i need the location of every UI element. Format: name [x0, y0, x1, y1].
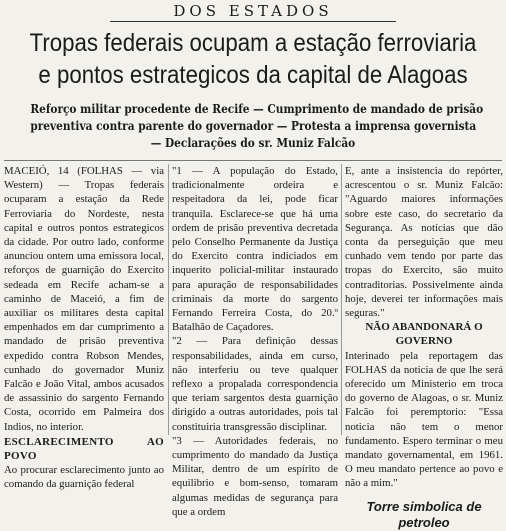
deck-line-3: — Declarações do sr. Muniz Falcão: [150, 136, 356, 150]
deck-line-2: preventiva contra parente do governador — Protesta a imprensa governista: [30, 119, 477, 133]
column-2-paragraph-2: "2 — Para definição dessas responsabilidades, ainda em curso, não interferiu ou teve qualquer reflexo a propalada correspondencia que teriam sargentos desta guarnição dirigido a outras autoridades, pois tal constituiria transgressão disciplinar.: [172, 335, 338, 433]
column-1-subhead: ESCLARECIMENTO AO POVO: [4, 435, 164, 463]
column-2-paragraph-3: "3 — Autoridades federais, no cumprimento do mandado da Justiça Militar, dentro de um espírito de equilibrio e bom-senso, tomaram algumas medidas de segurança para que a ordem: [172, 434, 338, 518]
column-1-paragraph-1: MACEIÓ, 14 (FOLHAS — via Western) — Tropas federais ocuparam a estação da Rede Ferroviaria do Nordeste, nesta capital e outros pontos estrategicos da cidade. Por outro lado, conforme anunciou ontem uma emissora local, reforços de guarnição do Exercito sedeada em Recife acham-se a caminho de Maceió, a fim de auxiliar os militares desta capital empenhados em dar cumprimento a mandado de prisão preventiva expedido contra Robson Mendes, cunhado do governador Muniz Falcão e João Vital, ambos acusados de assassinio do sargento Fernando Costa, ocorrido em Palmeira dos Indios, no interior.: [4, 165, 164, 433]
column-divider-2: [341, 164, 342, 435]
column-3-italic-heading: Torre simbolica de petroleo: [366, 498, 482, 530]
column-3-paragraph-2: Interinado pela reportagem das FOLHAS da noticia de que lhe será oferecido um Ministerio em troca do governo de Alagoas, o sr. Muniz Falcão foi peremptorio: "Essa noticia não tem o menor fundamento. Espero terminar o meu mandato governamental, em 1961. O meu mandato pertence ao povo e não a mim.": [345, 349, 503, 490]
column-2-paragraph-1: "1 — A população do Estado, tradicionalmente ordeira e respeitadora da lei, pode ficar tranquila. Esclarece-se que há uma ordem de prisão preventiva decretada pelo Conselho Permanente da Justiça do Exercito contra indiciados em inquerito policial-militar instaurado para apuração de responsabilidades criminais da morte do sargento Fernando Ferreira Costa, do 20.º Batalhão de Caçadores.: [172, 165, 338, 334]
column-3-subhead: NÃO ABANDONARÁ O GOVERNO: [365, 321, 483, 348]
article-column-3: [345, 164, 503, 530]
deck-line-1: Reforço militar procedente de Recife — Cumprimento de mandado de prisão: [30, 102, 484, 116]
column-divider-1: [168, 164, 169, 435]
column-1-paragraph-2: Ao procurar esclarecimento junto ao comando da guarnição federal: [4, 464, 164, 491]
column-3-paragraph-1: E, ante a insistencia do repórter, acrescentou o sr. Muniz Falcão: "Aguardo maiores informações sobre este caso, do secretario da Segurança. As notícias que dão conta da perseguição que meu cunhado vem tendo por parte das tropas do Exercito, são muito contraditorias. Possivelmente ainda hoje, deverei ter informações mais seguras.": [345, 165, 503, 320]
headline-line-2: e pontos estrategicos da capital de Alagoas: [38, 61, 468, 89]
deck-rule: [4, 160, 502, 161]
headline-line-1: Tropas federais ocupam a estação ferroviaria: [29, 29, 477, 57]
article-column-2: [172, 164, 338, 518]
article-column-1: [4, 164, 164, 491]
section-title: DOS ESTADOS: [173, 2, 333, 20]
section-rule: [110, 21, 396, 22]
